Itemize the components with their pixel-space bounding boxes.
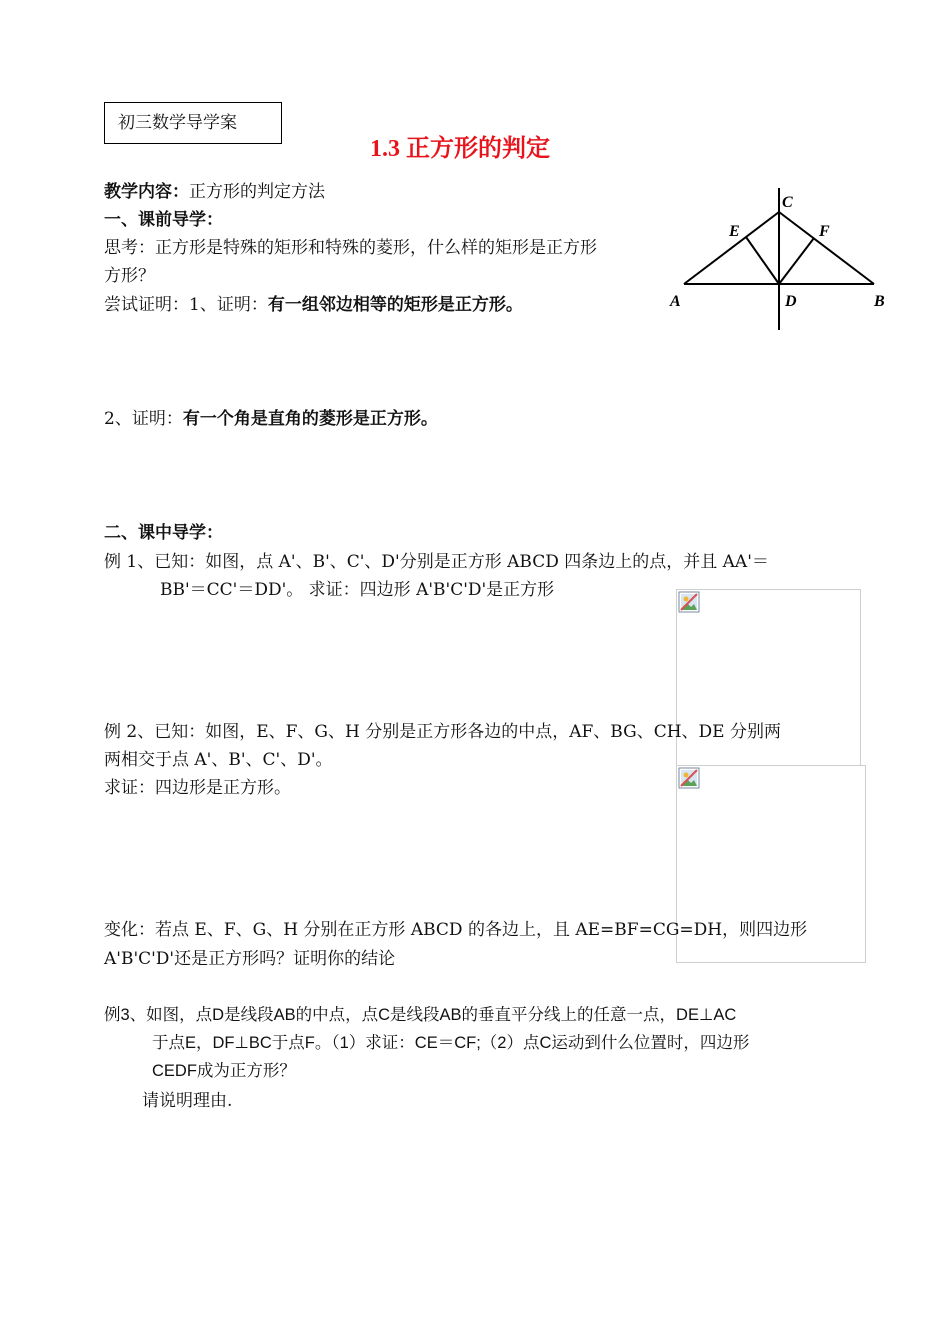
geometry-figure (665, 185, 890, 335)
label-f: F (819, 223, 830, 240)
header-box-text: 初三数学导学案 (118, 113, 237, 133)
label-a: A (670, 293, 681, 310)
think-line-2: 方形？ (104, 266, 155, 286)
example-3-line-1: 例3、如图，点D是线段AB的中点，点C是线段AB的垂直平分线上的任意一点，DE⊥AC (104, 1006, 737, 1024)
image-placeholder-1 (676, 589, 861, 775)
example-3-line-2: 于点E，DF⊥BC于点F。（1）求证：CE＝CF;（2）点C运动到什么位置时，四边形 (152, 1034, 750, 1052)
example-2-line-3: 求证：四边形是正方形。 (104, 778, 291, 798)
proof-1 (104, 290, 523, 315)
segment-de (746, 237, 779, 284)
example-2-line-1: 例 2、已知：如图，E、F、G、H 分别是正方形各边的中点，AF、BG、CH、DE 分别两 (104, 722, 781, 742)
variation-line-1: 变化：若点 E、F、G、H 分别在正方形 ABCD 的各边上，且 AE=BF=CG=DH，则四边形 (104, 920, 808, 940)
example-3-line-3: CEDF成为正方形？ (152, 1062, 296, 1080)
section-heading-in-class: 二、课中导学： (104, 523, 223, 543)
proof-1-prefix: 尝试证明：1、证明： (104, 295, 268, 315)
example-1-line-1: 例 1、已知：如图，点 A'、B'、C'、D'分别是正方形 ABCD 四条边上的点，并且 AA'＝ (104, 552, 769, 572)
teaching-content (104, 177, 325, 202)
teaching-content-text: 正方形的判定方法 (189, 182, 325, 202)
broken-image-icon (678, 767, 700, 789)
proof-2 (104, 404, 438, 429)
label-d: D (785, 293, 797, 310)
section-heading-pre-class: 一、课前导学： (104, 210, 223, 230)
segment-df (779, 238, 814, 284)
example-1-line-2: BB'＝CC'＝DD'。 求证：四边形 A'B'C'D'是正方形 (160, 580, 555, 600)
example-3-line-4: 请说明理由. (142, 1091, 233, 1111)
label-c: C (782, 194, 793, 211)
think-line-1: 思考：正方形是特殊的矩形和特殊的菱形，什么样的矩形是正方形 (104, 238, 597, 258)
teaching-content-label: 教学内容： (104, 182, 189, 202)
proof-1-statement: 有一组邻边相等的矩形是正方形。 (267, 295, 523, 315)
example-2-line-2: 两相交于点 A'、B'、C'、D'。 (104, 750, 333, 770)
proof-2-prefix: 2、证明： (104, 409, 183, 429)
label-e: E (729, 223, 740, 240)
header-box (104, 102, 282, 144)
label-b: B (874, 293, 885, 310)
broken-image-icon (678, 591, 700, 613)
variation-line-2: A'B'C'D'还是正方形吗？证明你的结论 (104, 949, 396, 969)
proof-2-statement: 有一个角是直角的菱形是正方形。 (182, 409, 438, 429)
page-title: 1.3 正方形的判定 (370, 136, 550, 162)
